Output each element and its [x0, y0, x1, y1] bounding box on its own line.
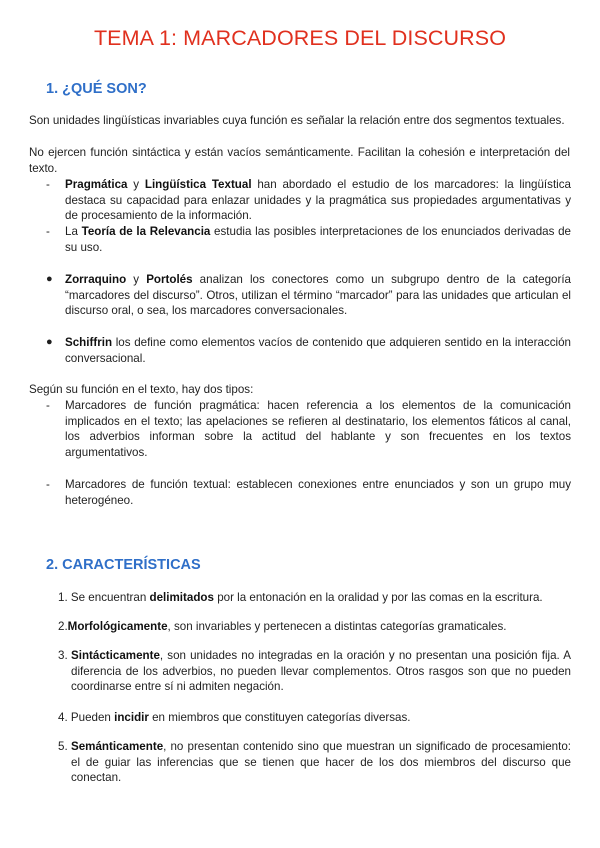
term-linguistica-textual: Lingüística Textual: [144, 178, 252, 191]
text-span: analizan los conectores como un subgrupo dentro de la categoría “marcadores del discurso”. Otros, utilizan el término “marcador” para las unidades que articulan el discurso oral, o sea, los marcadores conversacionales.: [65, 273, 571, 317]
text-span: los define como elementos vacíos de contenido que adquieren sentido en la interacción conversacional.: [65, 336, 571, 365]
paragraph-definition: Son unidades lingüísticas invariables cuya función es señalar la relación entre dos segmentos textuales.: [29, 114, 565, 127]
dash-marker: -: [46, 399, 50, 412]
term-teoria-relevancia: Teoría de la Relevancia: [81, 225, 211, 238]
term-schiffrin: Schiffrin: [65, 336, 113, 349]
term-morfologicamente: Morfológicamente: [67, 620, 168, 633]
numbered-item-delimitados: [58, 590, 571, 606]
term-semanticamente: Semánticamente: [71, 740, 164, 753]
item-number: 3.: [58, 649, 68, 662]
section-heading-que-son: 1. ¿QUÉ SON?: [46, 81, 147, 97]
text-span: han abordado el estudio de los marcadores: la lingüística destaca su capacidad para enlazar unidades y la pragmática sus propiedades argumentativas y de procesamiento de la información.: [65, 178, 571, 222]
dash-marker: -: [46, 225, 50, 238]
text-span: en miembros que constituyen categorías diversas.: [148, 711, 411, 724]
paragraph-types: Según su función en el texto, hay dos tipos:: [29, 383, 254, 396]
text-span: estudia las posibles interpretaciones de los enunciados derivadas de su uso.: [65, 225, 571, 254]
list-item-funcion-textual: Marcadores de función textual: establecen conexiones entre enunciados y son un grupo muy heterogéneo.: [65, 478, 571, 507]
list-item-relevancia: [65, 224, 571, 255]
bullet-marker: ●: [46, 336, 53, 348]
numbered-item-morfologicamente: [58, 619, 571, 635]
text-span: y: [126, 273, 147, 286]
bullet-item-zorraquino: [65, 272, 571, 319]
bullet-marker: ●: [46, 273, 53, 285]
term-pragmatica: Pragmática: [65, 178, 128, 191]
text-span: por la entonación en la oralidad y por las comas en la escritura.: [213, 591, 543, 604]
paragraph-function: No ejercen función sintáctica y están vacíos semánticamente. Facilitan la cohesión e interpretación del texto.: [29, 146, 570, 175]
term-incidir: incidir: [114, 711, 149, 724]
item-number: 5.: [58, 740, 68, 753]
item-number: 4.: [58, 711, 68, 724]
text-span: Se encuentran: [67, 591, 150, 604]
text-span: La: [65, 225, 82, 238]
numbered-item-sintacticamente: [71, 648, 571, 695]
text-span: , no presentan contenido sino que muestran un significado de procesamiento: el de guiar las inferencias que se tienen que hacer de los dos miembros del discurso que conectan.: [71, 740, 571, 784]
bullet-item-schiffrin: [65, 335, 571, 366]
list-item-pragmatica: [65, 177, 571, 224]
document-title: TEMA 1: MARCADORES DEL DISCURSO: [93, 26, 507, 50]
text-span: y: [127, 178, 145, 191]
text-span: Pueden: [67, 711, 115, 724]
dash-marker: -: [46, 178, 50, 191]
term-portoles: Portolés: [146, 273, 193, 286]
text-span: , son invariables y pertenecen a distintas categorías gramaticales.: [167, 620, 507, 633]
list-item-funcion-pragmatica: Marcadores de función pragmática: hacen referencia a los elementos de la comunicación implicados en el texto; las apelaciones se refieren al destinatario, los elementos fáticos al canal, los adverbios informan sobre la actitud del hablante y son frecuentes en los textos argumentativos.: [65, 399, 571, 459]
term-sintacticamente: Sintácticamente: [71, 649, 160, 662]
section-heading-caracteristicas: 2. CARACTERÍSTICAS: [46, 557, 201, 573]
text-span: , son unidades no integradas en la oración y no presentan una posición fija. A diferencia de los adverbios, no pueden llevar complementos. Otros rasgos son que no pueden coordinarse entre sí ni admiten negación.: [71, 649, 571, 693]
dash-marker: -: [46, 478, 50, 491]
item-number: 2.: [58, 620, 68, 633]
term-zorraquino: Zorraquino: [65, 273, 127, 286]
term-delimitados: delimitados: [149, 591, 214, 604]
numbered-item-incidir: [58, 710, 571, 726]
item-number: 1.: [58, 591, 68, 604]
numbered-item-semanticamente: [71, 739, 571, 786]
